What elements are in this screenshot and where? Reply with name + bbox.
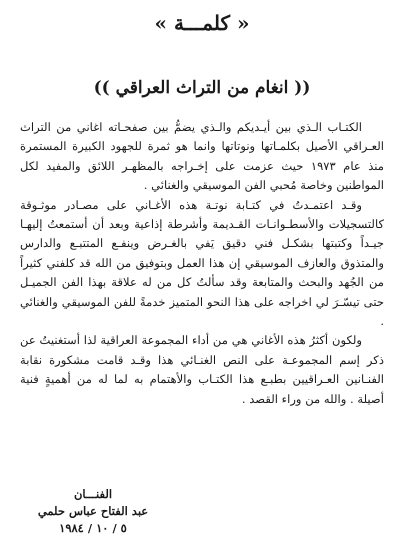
book-title: (( انغام من التراث العراقي )) [93,78,311,98]
signature-date: ٥ / ١٠ / ١٩٨٤ [59,521,127,535]
paragraph-3: ولكون أكثرُ هذه الأغاني هي من أداء المجموعة العراقية لذا أستغنيتُ عن ذكر إسم المجموعـة على النص الغنـائي هذا وقـد قامت مشكورة نقابة الفنـانين العـراقيين بطبـع هذا الكتـاب والأهتمام به لما له من أهميةٍ فنية أصيلة . والله من وراء القصد . [20,333,384,406]
signature-title: الفنـــان [73,487,113,501]
page-heading: « كلمـــة » [154,11,250,35]
paragraph-2: وقـد اعتمـدتُ في كتـابة نوتـة هذه الأغـاني على مصـادر موثـوقة كالتسجيلات والأسطـوانـات القـديمة وأشرطة إذاعية وبعد أن أستمعتُ إليهـا جيـداً وكتبتها بشكـل فني دقيق يَفي بالغـرض وينفـع المتتبـع والدارس والمتذوق والعازف الموسيقي إن هذا العمل وبتوفيق من الله قد كلفني كثيراً من الجُهد والبحث والمتابعة وقد سألتُ كل من له علاقة بهذا الفن الجميـل حتى تيسّـرَ لي اخراجه على هذا النحو المتميز خدمةً للفن الموسيقي والغنائي . [20,197,384,329]
body-text [20,118,384,409]
paragraph-1: الكتـاب الـذي بين أيـديكم والـذي يضمُّ بين صفحـاته اغاني من التراث العـراقي الأصيل بكلمـاتها ونوتاتها وانما هو ثمرة للجهود الكبيرة المستمرة منذ عام ١٩٧٣ حيث عزمت على إخـراجه بالمظهـر اللائق والمفيد لكل المواطنين وخاصة مُحبي الفن الموسيقي والغنائي . [20,120,384,193]
signature-block [18,486,168,537]
signature-name: عبد الفتاح عباس حلمي [37,504,149,518]
